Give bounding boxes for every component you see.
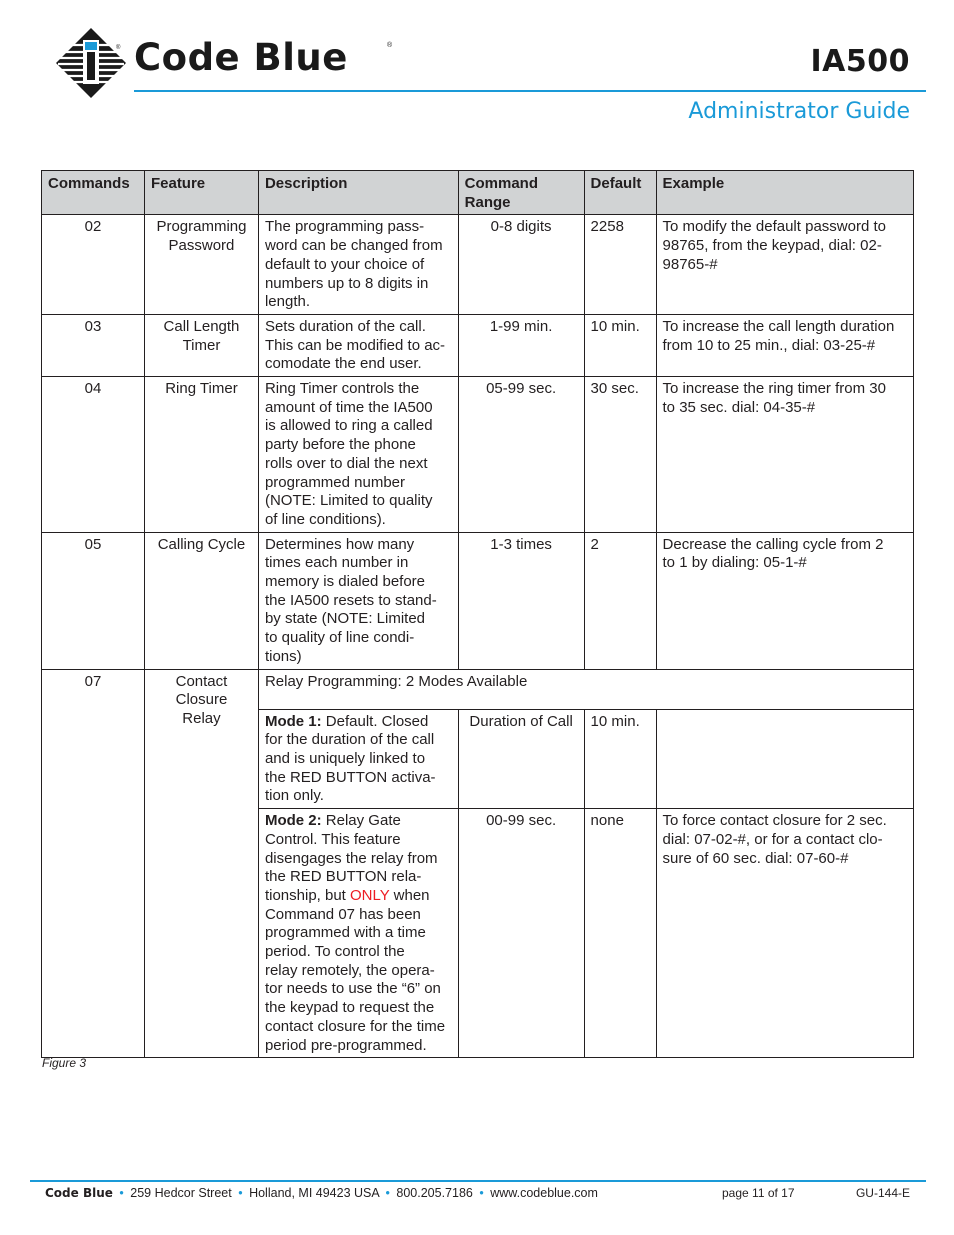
footer-phone: 800.205.7186	[396, 1186, 473, 1200]
table-header-row	[42, 171, 914, 215]
code-blue-logo	[56, 28, 396, 98]
range-cell: 1-99 min.	[458, 314, 584, 376]
default-cell: 10 min.	[584, 314, 656, 376]
table-row	[42, 377, 914, 533]
example-cell: Decrease the calling cycle from 2 to 1 by dialing: 05-1-#	[656, 532, 913, 669]
description-cell: Determines how many times each number in memory is dialed before the IA500 resets to stand- by state (NOTE: Limited to quality of line condi- tions)	[258, 532, 458, 669]
range-cell: Duration of Call	[458, 709, 584, 809]
default-cell: 2	[584, 532, 656, 669]
only-highlight: ONLY	[350, 886, 390, 904]
separator-dot: •	[238, 1186, 243, 1200]
column-header-commands: Commands	[42, 171, 145, 215]
column-header-feature: Feature	[144, 171, 258, 215]
description-cell: Sets duration of the call. This can be modified to ac- comodate the end user.	[258, 314, 458, 376]
default-cell: 10 min.	[584, 709, 656, 809]
table-row	[42, 669, 914, 709]
footer-brand: Code Blue	[45, 1186, 113, 1200]
command-cell: 05	[42, 532, 145, 669]
feature-cell: Calling Cycle	[144, 532, 258, 669]
footer-address: 259 Hedcor Street	[130, 1186, 232, 1200]
command-cell: 02	[42, 215, 145, 315]
separator-dot: •	[385, 1186, 390, 1200]
command-cell: 04	[42, 377, 145, 533]
example-cell: To force contact closure for 2 sec. dial: 07-02-#, or for a contact clo- sure of 60 sec. dial: 07-60-#	[656, 809, 913, 1058]
registered-mark: ®	[387, 42, 393, 49]
table-row	[42, 314, 914, 376]
example-cell: To increase the ring timer from 30 to 35 sec. dial: 04-35-#	[656, 377, 913, 533]
figure-caption: Figure 3	[42, 1056, 87, 1070]
separator-dot: •	[119, 1186, 124, 1200]
feature-cell: Ring Timer	[144, 377, 258, 533]
commands-table	[41, 170, 914, 1058]
column-header-example: Example	[656, 171, 913, 215]
example-cell: To increase the call length duration from 10 to 25 min., dial: 03-25-#	[656, 314, 913, 376]
default-cell: 2258	[584, 215, 656, 315]
column-header-description: Description	[258, 171, 458, 215]
command-cell: 03	[42, 314, 145, 376]
feature-cell: Call Length Timer	[144, 314, 258, 376]
description-cell: Ring Timer controls the amount of time the IA500 is allowed to ring a called party before the phone rolls over to dial the next programmed number (NOTE: Limited to quality of line conditions).	[258, 377, 458, 533]
description-cell: The programming pass- word can be changed from default to your choice of numbers up to 8 digits in length.	[258, 215, 458, 315]
footer-website-link[interactable]: www.codeblue.com	[490, 1186, 598, 1200]
footer-contact	[45, 1186, 598, 1200]
logo-emblem-icon	[56, 28, 126, 98]
range-cell: 00-99 sec.	[458, 809, 584, 1058]
header-divider	[134, 90, 926, 92]
default-cell: 30 sec.	[584, 377, 656, 533]
table-row	[42, 215, 914, 315]
brand-name: Code Blue	[134, 36, 348, 79]
product-title: IA500	[810, 44, 910, 79]
description-cell: Mode 1: Default. Closed for the duration of the call and is uniquely linked to the RED BUTTON activa- tion only.	[258, 709, 458, 809]
separator-dot: •	[479, 1186, 484, 1200]
feature-cell: Contact Closure Relay	[144, 669, 258, 1058]
default-cell: none	[584, 809, 656, 1058]
feature-cell: Programming Password	[144, 215, 258, 315]
page-number: page 11 of 17	[722, 1186, 795, 1200]
footer-divider	[30, 1180, 926, 1182]
description-cell: Mode 2: Relay Gate Control. This feature disengages the relay from the RED BUTTON rela- tionship, but ONLY when Command 07 has been programmed with a time period. To control the relay remotely, the opera- tor needs to use the “6” on the keypad to request the contact closure for the time period pre-programmed.	[258, 809, 458, 1058]
document-id: GU-144-E	[855, 1186, 910, 1200]
range-cell: 0-8 digits	[458, 215, 584, 315]
range-cell: 05-99 sec.	[458, 377, 584, 533]
command-cell: 07	[42, 669, 145, 1058]
guide-title: Administrator Guide	[688, 99, 910, 124]
column-header-default: Default	[584, 171, 656, 215]
column-header-command-range: Command Range	[458, 171, 584, 215]
range-cell: 1-3 times	[458, 532, 584, 669]
table-row	[42, 532, 914, 669]
example-cell	[656, 709, 913, 809]
footer-city: Holland, MI 49423 USA	[249, 1186, 380, 1200]
registered-mark: ®	[116, 45, 121, 51]
relay-heading-cell: Relay Programming: 2 Modes Available	[258, 669, 913, 709]
example-cell: To modify the default password to 98765, from the keypad, dial: 02- 98765-#	[656, 215, 913, 315]
